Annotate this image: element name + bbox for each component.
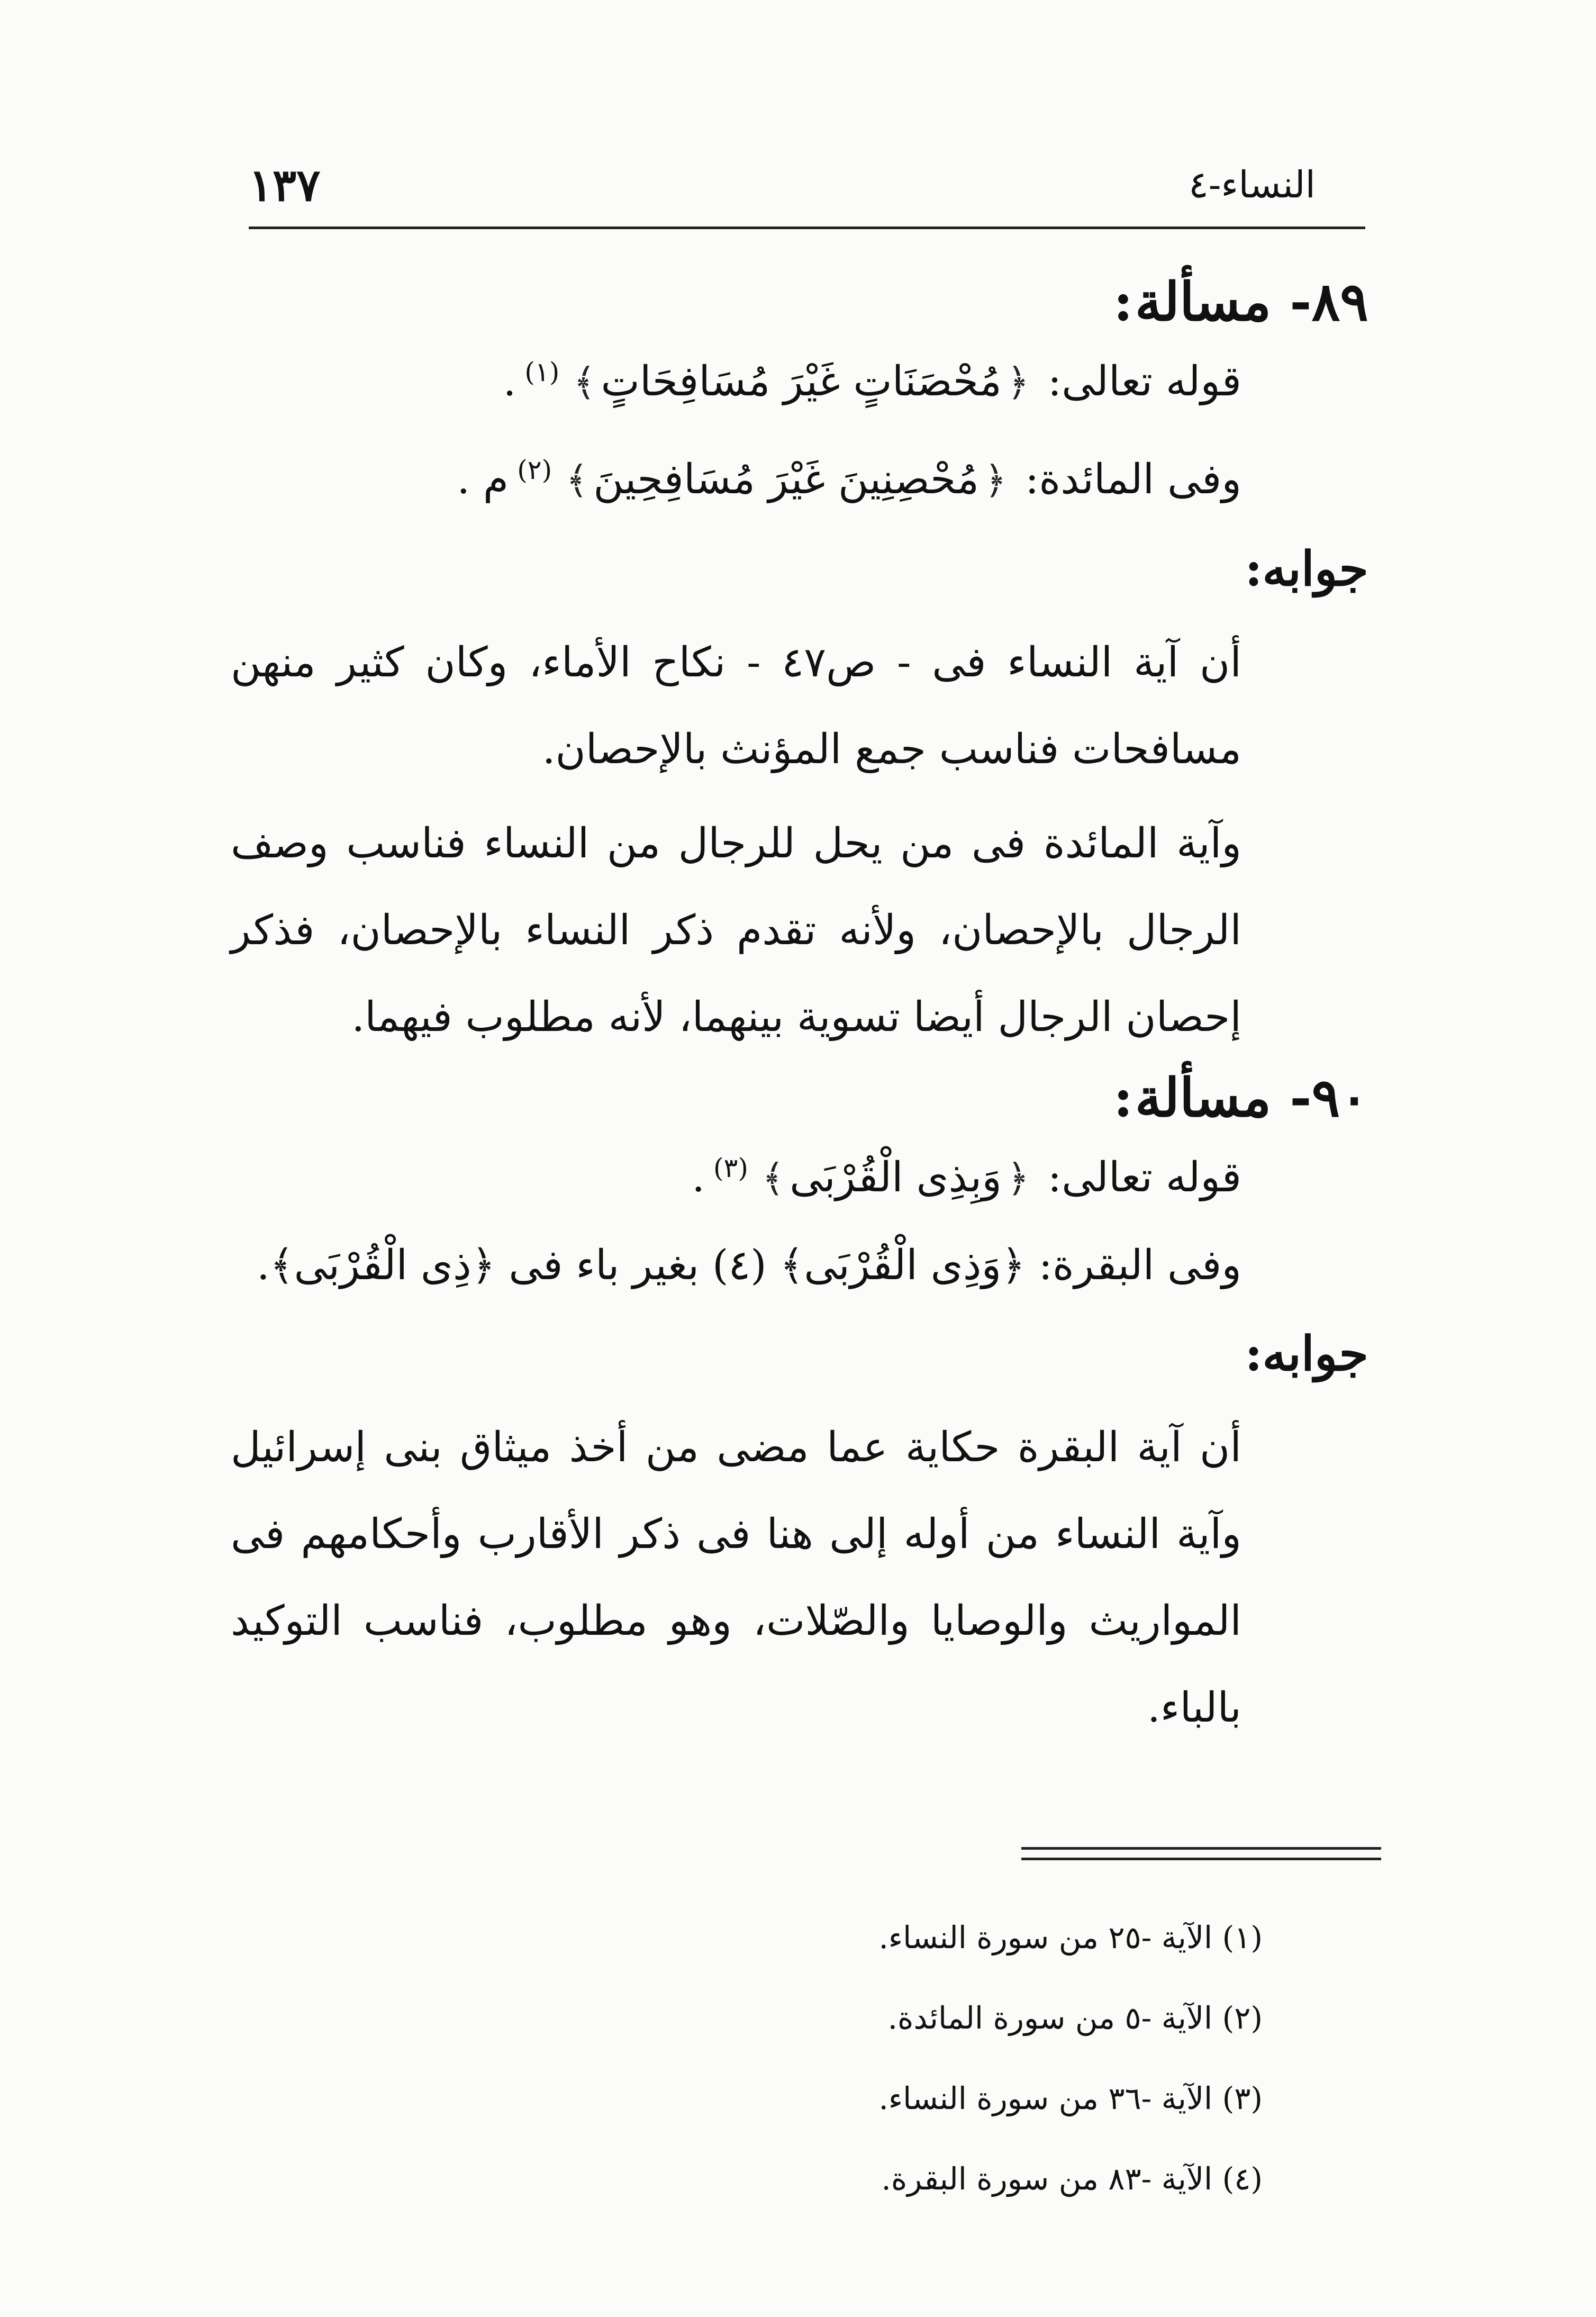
ornate-brace-open: ﴿ [1006, 360, 1030, 404]
verse-quote: مُحْصِنِينَ غَيْرَ مُسَافِحِينَ [593, 456, 980, 503]
footnotes [575, 1897, 1263, 2219]
answer-paragraph: وآية المائدة فى من يحل للرجال من النساء فناسب وصف الرجال بالإحصان، ولأنه تقدم ذكر النساء بالإحصان، فذكر إحصان الرجال أيضا تسوية بينهما، لأنه مطلوب فيهما. [231, 820, 1241, 1041]
footnote: (٤) الآية -٨٣ من سورة البقرة. [881, 2161, 1263, 2197]
ornate-brace-open: ﴿ [984, 458, 1007, 502]
question-number: ٨٩- [1290, 270, 1368, 333]
footnote-rule [1021, 1858, 1381, 1860]
verse-line [231, 328, 1241, 426]
ornate-brace-close: ﴾ [761, 1156, 785, 1200]
verse-quote: مُحْصَنَاتٍ غَيْرَ مُسَافِحَاتٍ [601, 358, 1002, 405]
ornate-brace-close: ﴾ [573, 360, 596, 404]
answer-paragraph: أن آية البقرة حكاية عما مضى من أخذ ميثاق بنى إسرائيل وآية النساء من أوله إلى هنا فى ذكر الأقارب وأحكامهم فى المواريث والوصايا والصّلات، وهو مطلوب، فناسب التوكيد بالباء. [231, 1424, 1241, 1732]
footnote: (٢) الآية -٥ من سورة المائدة. [887, 2000, 1263, 2036]
footnote-ref: (٢) [517, 455, 552, 485]
footnote-ref: (٣) [713, 1153, 748, 1183]
ornate-brace-close: ﴾ [566, 458, 588, 502]
verse-quote: وَبِذِى الْقُرْبَى [790, 1154, 1002, 1201]
page-number: ١٣٧ [249, 159, 321, 211]
verse-prefix: قوله تعالى: [1035, 358, 1241, 405]
answer-body [231, 619, 1368, 1061]
footnote-rule [1021, 1847, 1381, 1850]
question-heading: ٨٩- مسألة: [1113, 270, 1368, 333]
footnote: (٣) الآية -٣٦ من سورة النساء. [878, 2080, 1263, 2116]
running-head [249, 159, 1363, 217]
verse-prefix: قوله تعالى: [1035, 1154, 1241, 1201]
question-number: ٩٠- [1290, 1066, 1368, 1129]
verse-line [231, 1124, 1241, 1222]
question-label: مسألة [1135, 270, 1272, 333]
question-verses [231, 328, 1368, 524]
running-title: النساء-٤ [1189, 163, 1316, 206]
verse-line [231, 426, 1241, 524]
verse-suffix: . [692, 1154, 705, 1201]
main-text [231, 254, 1368, 1751]
answer-heading: جوابه: [1245, 1326, 1368, 1382]
answer-paragraph: أن آية النساء فى - ص٤٧ - نكاح الأماء، وكان كثير منهن مسافحات فناسب جمع المؤنث بالإحصان. [231, 639, 1242, 773]
verse-prefix: وفى المائدة: [1012, 456, 1241, 503]
footnote: (١) الآية -٢٥ من سورة النساء. [878, 1920, 1263, 1956]
ornate-brace-open: ﴿ [1006, 1156, 1030, 1200]
answer-body [231, 1404, 1368, 1751]
header-rule [249, 227, 1365, 229]
verse-suffix: م . [457, 456, 509, 503]
verse-suffix: . [503, 358, 516, 405]
comparison-paragraph: وفى البقرة: ﴿وَذِى الْقُرْبَى﴾ (٤) بغير باء فى ﴿ذِى الْقُرْبَى﴾. [256, 1242, 1241, 1289]
question-heading: ٩٠- مسألة: [1113, 1066, 1368, 1129]
footnote-ref: (١) [524, 357, 560, 387]
answer-heading: جوابه: [1245, 541, 1368, 597]
question-verses [231, 1124, 1368, 1309]
question-label: مسألة [1135, 1066, 1272, 1129]
